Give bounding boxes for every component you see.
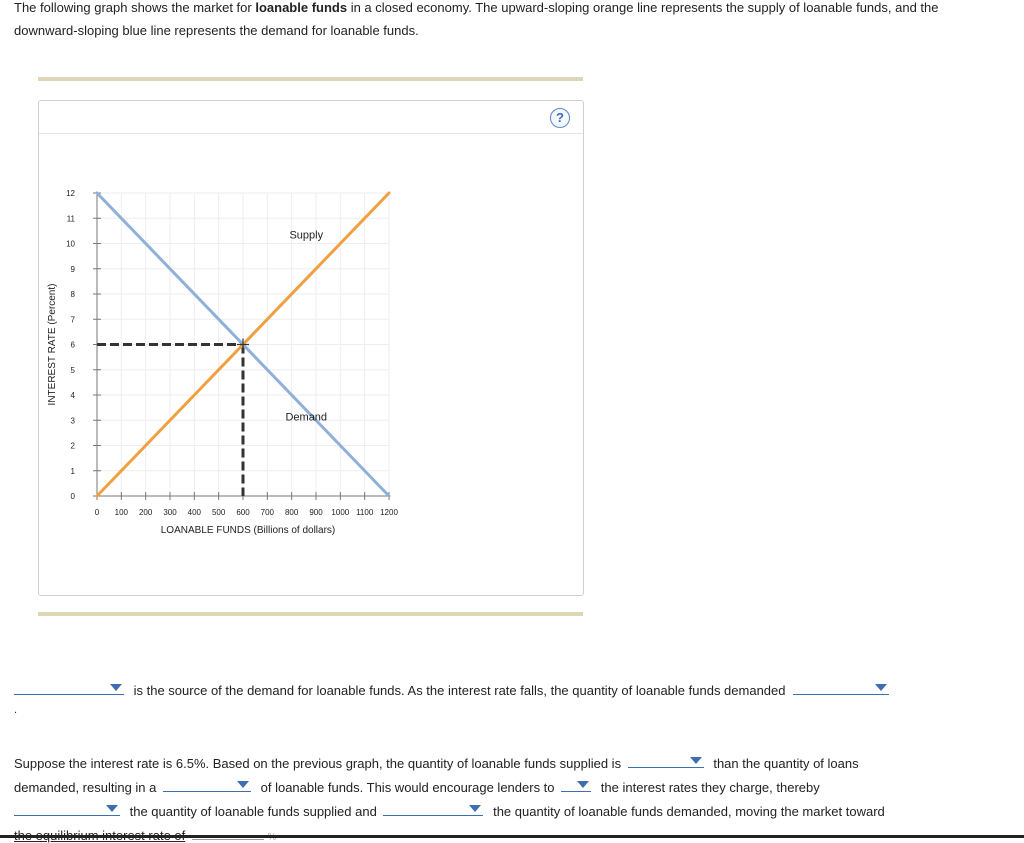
question-2-line-1 bbox=[14, 751, 859, 771]
y-tick-label: 11 bbox=[66, 214, 75, 224]
y-tick-label: 5 bbox=[70, 365, 75, 375]
question-2-line-4 bbox=[14, 823, 276, 843]
q2-text-3b: the quantity of loanable funds demanded, moving the market toward bbox=[493, 804, 885, 819]
intro-part1: The following graph shows the market for bbox=[14, 0, 256, 15]
x-axis-title: LOANABLE FUNDS (Billions of dollars) bbox=[160, 525, 336, 536]
demanded-change-dropdown-2[interactable] bbox=[383, 799, 483, 816]
y-tick-label: 2 bbox=[70, 441, 75, 451]
q2-text-2c: the interest rates they charge, thereby bbox=[600, 780, 820, 795]
x-tick-label: 1200 bbox=[380, 508, 398, 517]
y-tick-label: 12 bbox=[66, 189, 75, 198]
q1-text: is the source of the demand for loanable funds. As the interest rate falls, the quantity of loanable funds demanded bbox=[133, 683, 786, 698]
chevron-down-icon bbox=[690, 757, 702, 764]
y-tick-label: 6 bbox=[70, 340, 75, 350]
demand-label: Demand bbox=[285, 411, 328, 424]
demanded-change-dropdown[interactable] bbox=[793, 678, 889, 695]
x-tick-label: 800 bbox=[284, 508, 299, 517]
intro-text bbox=[14, 0, 1004, 42]
y-axis-title: INTEREST RATE (Percent) bbox=[47, 283, 58, 406]
y-tick-label: 7 bbox=[70, 315, 75, 325]
supply-label: Supply bbox=[289, 229, 324, 242]
x-tick-label: 0 bbox=[94, 508, 100, 517]
y-tick-label: 9 bbox=[70, 264, 75, 274]
question-2-line-3 bbox=[14, 799, 885, 819]
supplied-change-dropdown[interactable] bbox=[14, 799, 120, 816]
y-tick-label: 1 bbox=[70, 466, 75, 476]
loanable-funds-chart bbox=[39, 101, 583, 595]
intro-part2: in a closed economy. The upward-sloping orange line represents the supply of loanable funds, and the downward-sloping blue line represents the demand for loanable funds. bbox=[14, 0, 939, 38]
help-icon[interactable]: ? bbox=[550, 108, 570, 128]
x-tick-label: 100 bbox=[114, 508, 129, 517]
x-tick-label: 1100 bbox=[356, 508, 374, 517]
chevron-down-icon bbox=[237, 781, 249, 788]
y-tick-label: 8 bbox=[70, 290, 75, 299]
y-tick-label: 10 bbox=[66, 239, 75, 249]
x-tick-label: 500 bbox=[211, 508, 226, 517]
chevron-down-icon bbox=[469, 805, 481, 812]
q2-text-2b: of loanable funds. This would encourage lenders to bbox=[260, 780, 555, 795]
lender-action-dropdown[interactable] bbox=[561, 775, 591, 792]
x-tick-label: 900 bbox=[309, 508, 323, 517]
q2-text-1a: Suppose the interest rate is 6.5%. Based on the previous graph, the quantity of loanable funds supplied is bbox=[14, 756, 622, 771]
q2-text-1b: than the quantity of loans bbox=[713, 756, 859, 771]
x-tick-label: 600 bbox=[236, 508, 250, 517]
x-tick-label: 400 bbox=[187, 508, 202, 517]
chevron-down-icon bbox=[110, 684, 122, 691]
x-tick-label: 700 bbox=[260, 508, 275, 517]
intro-bold: loanable funds bbox=[255, 0, 348, 15]
q2-text-2a: demanded, resulting in a bbox=[14, 780, 157, 795]
chevron-down-icon bbox=[875, 684, 887, 691]
q1-period: . bbox=[14, 704, 18, 716]
shortage-surplus-dropdown[interactable] bbox=[163, 775, 251, 792]
top-divider bbox=[38, 77, 583, 81]
x-tick-label: 300 bbox=[163, 508, 177, 517]
y-tick-label: 4 bbox=[70, 391, 75, 400]
bottom-divider bbox=[38, 612, 583, 616]
supplied-comparison-dropdown[interactable] bbox=[628, 751, 704, 768]
y-tick-label: 0 bbox=[70, 492, 75, 501]
graph-panel bbox=[38, 100, 584, 596]
question-1-line bbox=[14, 678, 889, 698]
x-tick-label: 1000 bbox=[331, 508, 350, 517]
chevron-down-icon bbox=[106, 805, 118, 812]
source-dropdown[interactable] bbox=[14, 678, 124, 695]
q2-text-3a: the quantity of loanable funds supplied and bbox=[129, 804, 377, 819]
y-tick-label: 3 bbox=[70, 416, 75, 426]
question-2-line-2 bbox=[14, 775, 820, 795]
x-tick-label: 200 bbox=[138, 508, 153, 517]
chevron-down-icon bbox=[577, 781, 589, 788]
